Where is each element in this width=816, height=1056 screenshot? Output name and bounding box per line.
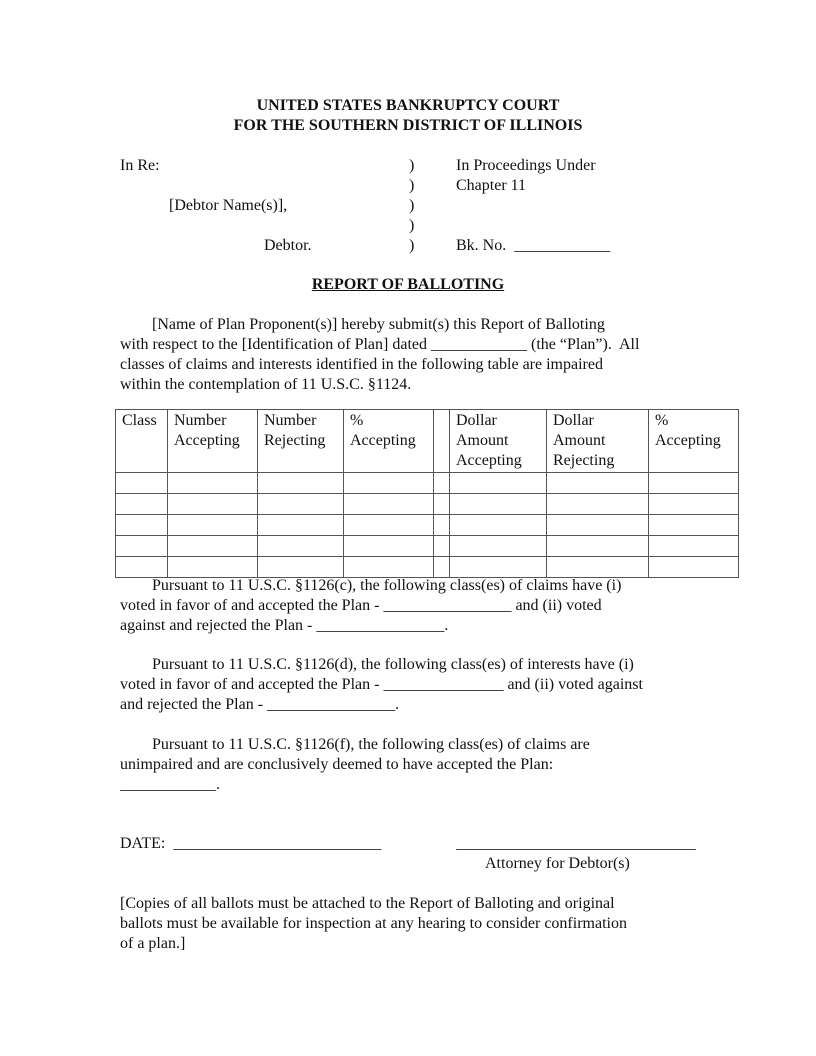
table-cell bbox=[649, 515, 739, 536]
text-line: voted in favor of and accepted the Plan - _______________ and (ii) voted against bbox=[120, 676, 643, 693]
table-cell bbox=[344, 515, 434, 536]
chapter-label: Chapter 11 bbox=[456, 177, 527, 194]
text-line: against and rejected the Plan - ________________. bbox=[120, 617, 449, 634]
table-cell bbox=[434, 494, 450, 515]
table-cell bbox=[168, 557, 258, 578]
paren: ) bbox=[409, 237, 415, 254]
table-cell bbox=[116, 494, 168, 515]
column-header: % Accepting bbox=[649, 410, 739, 473]
table-cell bbox=[116, 515, 168, 536]
text-line: voted in favor of and accepted the Plan - ________________ and (ii) voted bbox=[120, 597, 602, 614]
paren: ) bbox=[409, 217, 415, 234]
court-district: FOR THE SOUTHERN DISTRICT OF ILLINOIS bbox=[233, 117, 583, 134]
text-line: ____________. bbox=[120, 776, 220, 793]
in-re-label: In Re: bbox=[120, 157, 160, 174]
table-cell bbox=[547, 536, 649, 557]
column-header bbox=[434, 410, 450, 473]
column-header: Class bbox=[116, 410, 168, 473]
text-line: of a plan.] bbox=[120, 935, 186, 952]
balloting-table bbox=[115, 409, 739, 578]
table-cell bbox=[116, 536, 168, 557]
table-cell bbox=[258, 494, 344, 515]
table-cell bbox=[344, 473, 434, 494]
table-header-row bbox=[116, 410, 739, 473]
text-line: Pursuant to 11 U.S.C. §1126(f), the following class(es) of claims are bbox=[120, 736, 590, 753]
table-cell bbox=[450, 557, 547, 578]
signature-line: ______________________________ bbox=[456, 835, 696, 852]
text-line: unimpaired and are conclusively deemed to have accepted the Plan: bbox=[120, 756, 554, 773]
table-cell bbox=[649, 557, 739, 578]
table-row bbox=[116, 536, 739, 557]
table-cell bbox=[168, 494, 258, 515]
bk-no-field: Bk. No. ____________ bbox=[456, 237, 611, 254]
text-line: Pursuant to 11 U.S.C. §1126(d), the following class(es) of interests have (i) bbox=[120, 656, 634, 673]
table-cell bbox=[168, 515, 258, 536]
table-cell bbox=[258, 536, 344, 557]
table-cell bbox=[434, 536, 450, 557]
column-header: % Accepting bbox=[344, 410, 434, 473]
text-line: with respect to the [Identification of Plan] dated ____________ (the “Plan”). All bbox=[120, 336, 640, 353]
table-cell bbox=[344, 494, 434, 515]
table-cell bbox=[116, 557, 168, 578]
table-cell bbox=[649, 473, 739, 494]
proceedings-label: In Proceedings Under bbox=[456, 157, 596, 174]
table-cell bbox=[258, 515, 344, 536]
column-header: Dollar Amount Rejecting bbox=[547, 410, 649, 473]
text-line: Pursuant to 11 U.S.C. §1126(c), the following class(es) of claims have (i) bbox=[120, 577, 622, 594]
table-cell bbox=[258, 557, 344, 578]
table-row bbox=[116, 515, 739, 536]
table-cell bbox=[168, 536, 258, 557]
debtor-name: [Debtor Name(s)], bbox=[169, 197, 288, 214]
table-cell bbox=[547, 494, 649, 515]
table-row bbox=[116, 473, 739, 494]
attorney-label: Attorney for Debtor(s) bbox=[485, 855, 630, 872]
table-cell bbox=[450, 536, 547, 557]
paren: ) bbox=[409, 197, 415, 214]
table-cell bbox=[116, 473, 168, 494]
table-row bbox=[116, 494, 739, 515]
table-cell bbox=[434, 473, 450, 494]
paren: ) bbox=[409, 177, 415, 194]
table-cell bbox=[649, 536, 739, 557]
table-cell bbox=[450, 515, 547, 536]
table-row bbox=[116, 557, 739, 578]
text-line: within the contemplation of 11 U.S.C. §1124. bbox=[120, 376, 412, 393]
document-title: REPORT OF BALLOTING bbox=[311, 276, 505, 293]
table-cell bbox=[547, 557, 649, 578]
court-name: UNITED STATES BANKRUPTCY COURT bbox=[256, 97, 560, 114]
debtor-label: Debtor. bbox=[264, 237, 312, 254]
column-header: Number Accepting bbox=[168, 410, 258, 473]
column-header: Dollar Amount Accepting bbox=[450, 410, 547, 473]
date-field: DATE: __________________________ bbox=[120, 835, 382, 852]
text-line: ballots must be available for inspection at any hearing to consider confirmation bbox=[120, 915, 627, 932]
table-cell bbox=[450, 473, 547, 494]
table-cell bbox=[434, 557, 450, 578]
table-cell bbox=[344, 557, 434, 578]
table-cell bbox=[649, 494, 739, 515]
table-cell bbox=[450, 494, 547, 515]
text-line: [Name of Plan Proponent(s)] hereby submit(s) this Report of Balloting bbox=[120, 316, 605, 333]
table-cell bbox=[547, 473, 649, 494]
table-cell bbox=[344, 536, 434, 557]
table-cell bbox=[547, 515, 649, 536]
column-header: Number Rejecting bbox=[258, 410, 344, 473]
paren: ) bbox=[409, 157, 415, 174]
table-cell bbox=[258, 473, 344, 494]
table-cell bbox=[168, 473, 258, 494]
text-line: [Copies of all ballots must be attached to the Report of Balloting and original bbox=[120, 895, 615, 912]
text-line: classes of claims and interests identified in the following table are impaired bbox=[120, 356, 603, 373]
text-line: and rejected the Plan - ________________. bbox=[120, 696, 400, 713]
table-cell bbox=[434, 515, 450, 536]
